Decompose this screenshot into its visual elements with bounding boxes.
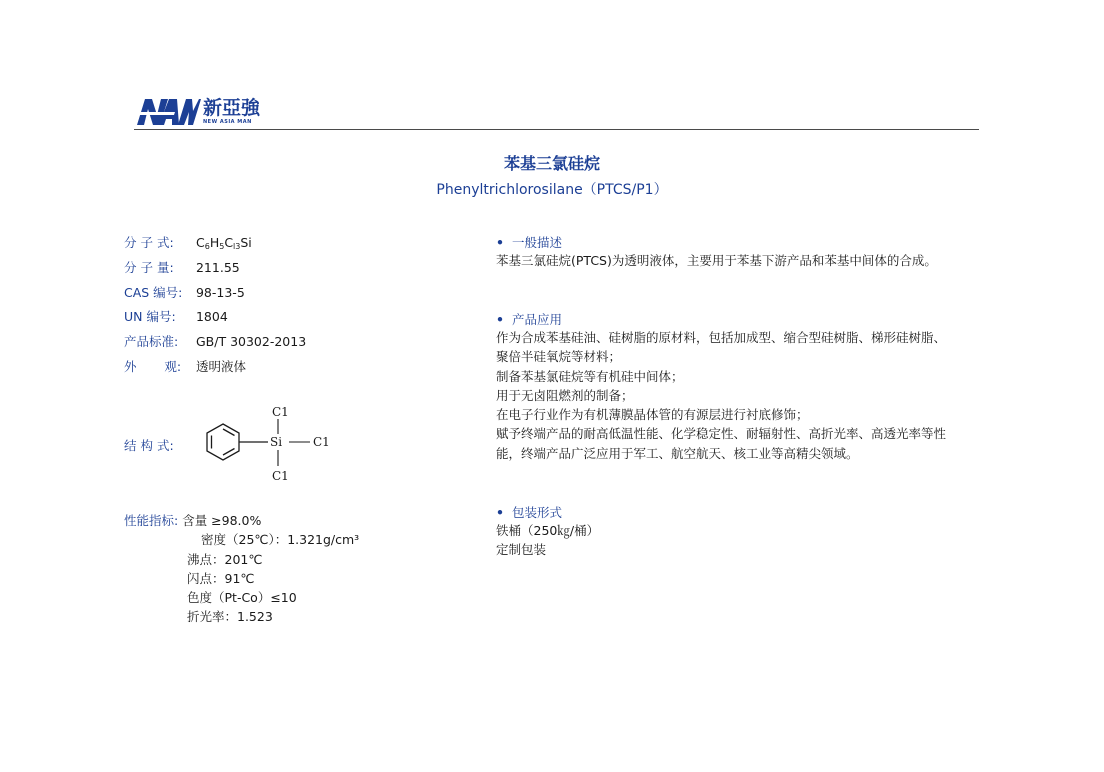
bullet-icon: • [496,235,504,250]
body-line: 在电子行业作为有机薄膜晶体管的有源层进行衬底修饰； [496,407,809,423]
section-heading-description: • 一般描述 [496,235,563,250]
property-value: 透明液体 [195,359,246,374]
bullet-icon: • [496,312,504,327]
property-appearance [124,359,246,375]
body-line: 赋予终端产品的耐高低温性能、化学稳定性、耐辐射性、高折光率、高透光率等性 [496,426,947,442]
product-title-en: Phenyltrichlorosilane（PTCS/P1） [436,182,668,198]
atom-si: Si [270,435,283,449]
section-heading-packaging: • 包装形式 [496,505,563,520]
property-value: 211.55 [195,260,240,275]
section-body-packaging [496,521,986,560]
indicator-density: 密度（25℃）：1.321g/cm³ [201,532,360,548]
body-line: 苯基三氯硅烷(PTCS)为透明液体，主要用于苯基下游产品和苯基中间体的合成。 [496,253,937,268]
company-logo [135,98,260,128]
property-value: 98-13-5 [195,285,245,300]
property-label: UN 编号: [124,309,176,324]
indicator-color: 色度（Pt-Co）≤10 [187,590,297,606]
property-standard [124,334,306,350]
nam-logo-mark [135,98,201,126]
property-label: 产品标准: [124,334,179,349]
structure-label: 结 构 式: [124,438,174,453]
body-line: 铁桶（250㎏/桶） [496,523,600,538]
body-line: 用于无卤阻燃剂的制备； [496,387,634,403]
indicator-content: 含量 ≥98.0% [182,513,262,528]
body-line: 作为合成苯基硅油、硅树脂的原材料，包括加成型、缩合型硅树脂、梯形硅树脂、 [496,330,947,345]
indicator-flash-point: 闪点：91℃ [187,570,255,586]
section-body-applications [496,328,986,463]
performance-label: 性能指标: [124,513,179,528]
property-formula [124,235,252,255]
property-cas [124,285,245,301]
property-value: GB/T 30302-2013 [195,334,307,349]
benzene-ring [207,424,239,460]
property-label: 外 观: [124,359,182,374]
body-line: 聚倍半硅氧烷等材料； [496,349,622,365]
indicator-refractive-index: 折光率：1.523 [187,609,273,625]
property-un [124,309,228,325]
section-heading-applications: • 产品应用 [496,312,563,327]
property-label: CAS 编号: [124,285,183,300]
section-body-description [496,251,986,270]
logo-chinese-name: 新亞強 [203,97,261,119]
performance-indicators [124,511,359,627]
property-molecular-weight [124,260,240,276]
atom-cl-right: C1 [313,435,330,449]
molecular-formula: $C_6H_5C_{l3}Si$ [195,235,252,251]
atom-cl-top: C1 [272,405,289,419]
structural-formula-diagram [196,400,346,488]
indicator-boiling-point: 沸点：201℃ [187,551,263,567]
logo-english-name: NEW ASIA MAN [203,119,252,125]
property-value: 1804 [195,309,228,324]
body-line: 制备苯基氯硅烷等有机硅中间体； [496,368,684,384]
property-label: 分 子 式: [124,235,174,250]
body-line: 定制包装 [496,542,547,558]
atom-cl-bottom: C1 [272,469,289,483]
bullet-icon: • [496,505,504,520]
body-line: 能，终端产品广泛应用于军工、航空航天、核工业等高精尖领域。 [496,445,859,461]
header-divider [134,129,979,130]
product-title-cn: 苯基三氯硅烷 [503,154,600,173]
property-label: 分 子 量: [124,260,174,275]
